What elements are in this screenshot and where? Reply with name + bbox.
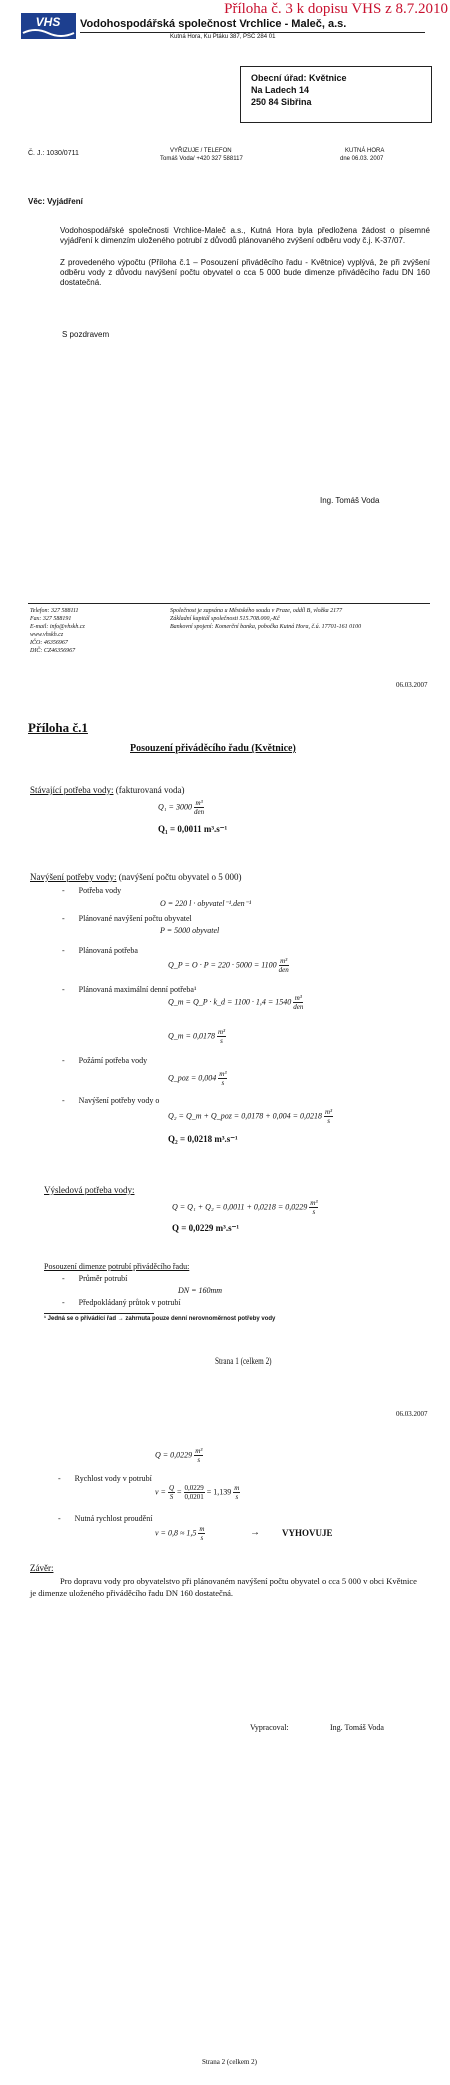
footer-legal-line: Bankovní spojení: Komerční banka, pobočka Kutná Hora, č.ú. 17701-161 0100 <box>170 624 362 630</box>
vn-unit-num: m <box>199 1525 205 1533</box>
b6-unit <box>324 1108 333 1125</box>
q1-eq-text: Q₁ = 3000 <box>158 802 192 812</box>
footer-legal-line: Společnost je zapsána u Městského soudu v Praze, oddíl B, vložka 2177 <box>170 608 343 614</box>
place: KUTNÁ HORA <box>345 148 385 154</box>
current-heading-label: Stávající potřeba vody: <box>30 785 114 795</box>
vn-unit-den: s <box>200 1534 204 1542</box>
q1-result: Q₁ = 0,0011 m³.s⁻¹ <box>158 824 228 834</box>
b4-equation <box>168 994 303 1011</box>
prepared-name: Ing. Tomáš Voda <box>330 1723 384 1732</box>
velocity-equation <box>155 1484 240 1501</box>
q2-result: Q₂ = 0,0218 m³.s⁻¹ <box>168 1134 238 1144</box>
bullet-pipe-diameter-label: Průměr potrubí <box>78 1274 128 1283</box>
b4-eq-text: Q_m = Q_P · k_d = 1100 · 1,4 = 1540 <box>168 997 292 1007</box>
recipient-line3: 250 84 Sibřina <box>251 97 312 107</box>
increase-heading-note: (navýšení počtu obyvatel o 5 000) <box>118 872 242 882</box>
page-number-1: Strana 1 (celkem 2) <box>215 1356 272 1366</box>
appendix-date: 06.03.2007 <box>396 681 428 689</box>
current-heading-note: (fakturovaná voda) <box>115 785 185 795</box>
letter-para2: Z provedeného výpočtu (Příloha č.1 – Posouzení přiváděcího řadu - Květnice) vyplývá, že při zvýšení odběru vody z důvodu navýšení počtu obyvatel o cca 5 000 bude dimenze přiváděcího řadu DN 160 dostatečná. <box>60 258 430 287</box>
bullet-demand-increase: - Navýšení potřeby vody o <box>62 1096 160 1105</box>
subject: Věc: Vyjádření <box>28 197 83 206</box>
b3-unit-num: m³ <box>280 957 288 965</box>
b6-eq-text: Q₂ = Q_m + Q_poz = 0,0178 + 0,004 = 0,0218 <box>168 1111 322 1121</box>
b4-unit-den: den <box>293 1003 304 1011</box>
v-eq-right: = 1,139 <box>206 1487 232 1497</box>
b4-unit <box>293 994 303 1011</box>
footer-contact-line: www.vhskh.cz <box>30 632 64 638</box>
result-unit-den: s <box>312 1208 316 1216</box>
bullet-pipe-flow: - Předpokládaný průtok v potrubí <box>62 1298 181 1307</box>
page2-date: 06.03.2007 <box>396 1410 428 1418</box>
q-unit-num: m³ <box>195 1447 203 1455</box>
bullet-water-demand-label: Potřeba vody <box>78 886 122 895</box>
b5-equation <box>168 1070 227 1087</box>
bullet-velocity: - Rychlost vody v potrubí <box>58 1474 152 1483</box>
result-unit <box>309 1199 318 1216</box>
bullet-max-demand: - Plánovaná maximální denní potřeba¹ <box>62 985 197 994</box>
b6-unit-num: m³ <box>325 1108 333 1116</box>
q1-unit-num: m³ <box>195 799 203 807</box>
footer-legal-line: Základní kapitál společnosti 515.708.000,-Kč <box>170 616 280 622</box>
v-unit <box>233 1484 240 1501</box>
bullet-velocity-label: Rychlost vody v potrubí <box>74 1474 152 1483</box>
v-frac2-num: 0,0229 <box>184 1484 204 1492</box>
b5-eq-text: Q_poz = 0,004 <box>168 1073 217 1083</box>
v-eq-mid: = <box>177 1487 182 1497</box>
footnote: ¹ Jedná se o přívádící řad → zahrnuta pouze denní nerovnoměrnost potřeby vody <box>44 1316 276 1322</box>
q-equation <box>155 1447 203 1464</box>
b3-eq-text: Q_P = O · P = 220 · 5000 = 1100 <box>168 960 277 970</box>
bullet-planned-increase: - Plánované navýšení počtu obyvatel <box>62 914 192 923</box>
b4-unit2-den: s <box>220 1037 223 1045</box>
b5-unit <box>218 1070 227 1087</box>
bullet-planned-demand-label: Plánovaná potřeba <box>78 946 138 955</box>
footer-contacts <box>30 607 85 655</box>
b6-unit-den: s <box>327 1117 330 1125</box>
pipe-b1-equation: DN = 160mm <box>178 1286 223 1295</box>
b4-eq2-text: Q_m = 0,0178 <box>168 1031 215 1041</box>
bullet-fire-demand: - Požární potřeba vody <box>62 1056 148 1065</box>
b3-equation <box>168 957 289 974</box>
b5-unit-num: m³ <box>219 1070 227 1078</box>
footer-contact-line: Telefon: 327 588111 <box>30 608 79 614</box>
verdict: VYHOVUJE <box>282 1528 333 1538</box>
v-frac1 <box>168 1484 175 1501</box>
bullet-demand-increase-label: Navýšení potřeby vody o <box>78 1096 160 1105</box>
v-frac1-num: Q <box>168 1484 175 1492</box>
increase-heading <box>30 872 241 882</box>
increase-heading-label: Navýšení potřeby vody: <box>30 872 117 882</box>
page-number-2: Strana 2 (celkem 2) <box>202 2058 258 2066</box>
bullet-fire-demand-label: Požární potřeba vody <box>78 1056 148 1065</box>
v-frac2 <box>184 1484 205 1501</box>
q1-unit-den: den <box>193 808 205 816</box>
company-name: Vodohospodářská společnost Vrchlice - Maleč, a.s. <box>80 18 347 30</box>
company-address: Kutná Hora, Ku Ptáku 387, PSČ 284 01 <box>170 34 276 40</box>
signature: Ing. Tomáš Voda <box>320 496 380 505</box>
recipient-box <box>240 66 432 123</box>
appendix-title: Příloha č.1 <box>28 720 88 735</box>
current-heading <box>30 785 184 795</box>
recipient-line1: Obecní úřad: Květnice <box>251 73 347 83</box>
q-unit <box>194 1447 203 1464</box>
greeting: S pozdravem <box>62 330 110 339</box>
b1-equation: O = 220 l · obyvatel⁻¹.den⁻¹ <box>160 899 252 908</box>
v-unit-num: m <box>234 1484 240 1492</box>
recipient-line2: Na Ladech 14 <box>251 85 310 95</box>
b6-equation <box>168 1108 333 1125</box>
footer-contact-line: E-mail: info@vhskh.cz <box>30 624 85 630</box>
bullet-max-demand-label: Plánovaná maximální denní potřeba¹ <box>78 985 197 994</box>
b4-unit-num: m³ <box>294 994 302 1002</box>
b5-unit-den: s <box>221 1079 225 1087</box>
q1-unit <box>194 799 204 816</box>
bullet-water-demand: - Potřeba vody <box>62 886 122 895</box>
appendix-subtitle: Posouzení přiváděcího řadu (Květnice) <box>130 743 296 754</box>
bullet-pipe-diameter: - Průměr potrubí <box>62 1274 128 1283</box>
conclusion-text: Pro dopravu vody pro obyvatelstvo při plánovaném navýšení počtu obyvatel o cca 5 000 v obci Květnice je dimenze uloženého přiváděcího řadu DN 160 dostatečná. <box>30 1576 417 1598</box>
v-unit-den: s <box>235 1493 239 1501</box>
bullet-planned-increase-label: Plánované navýšení počtu obyvatel <box>78 914 192 923</box>
footer-contact-line: IČO: 46356967 <box>30 640 68 646</box>
company-logo <box>21 13 76 39</box>
vn-eq-text: v = 0,8 ≈ 1,5 <box>155 1528 197 1538</box>
b4-equation2 <box>168 1028 226 1045</box>
b3-unit <box>279 957 289 974</box>
result-unit-num: m³ <box>310 1199 318 1207</box>
b3-unit-den: den <box>278 966 289 974</box>
pipe-heading: Posouzení dimenze potrubí přiváděcího řadu: <box>44 1262 190 1271</box>
footer-contact-line: DIČ: CZ46356967 <box>30 648 76 654</box>
reference-number: Č. J.: 1030/0711 <box>28 150 79 157</box>
handler-value: Tomáš Voda/ +420 327 588117 <box>160 156 243 162</box>
vhs-logo-icon <box>21 13 76 39</box>
handler-label: VYŘIZUJE / TELEFON <box>170 148 232 154</box>
bullet-planned-demand: - Plánovaná potřeba <box>62 946 138 955</box>
vn-unit <box>198 1525 205 1542</box>
footer-legal <box>170 607 430 631</box>
result-eq-text: Q = Q₁ + Q₂ = 0,0011 + 0,0218 = 0,0229 <box>172 1202 308 1212</box>
arrow-icon: → <box>250 1527 260 1538</box>
b2-equation: P = 5000 obyvatel <box>160 926 220 935</box>
v-eq-left: v = <box>155 1487 166 1497</box>
v-frac1-den: S <box>169 1493 174 1501</box>
conclusion-heading: Závěr: <box>30 1563 54 1573</box>
svg-text:VHS: VHS <box>35 15 61 29</box>
letter-date: dne 06.03. 2007 <box>340 156 384 162</box>
result-heading: Výsledová potřeba vody: <box>44 1185 135 1195</box>
q-unit-den: s <box>197 1456 201 1464</box>
footer-contact-line: Fax: 327 588191 <box>30 616 72 622</box>
result-equation <box>172 1199 318 1216</box>
attachment-stamp: Příloha č. 3 k dopisu VHS z 8.7.2010 <box>224 1 448 17</box>
q1-equation <box>158 799 204 816</box>
required-velocity-equation <box>155 1525 205 1542</box>
v-frac2-den: 0,0201 <box>184 1493 204 1501</box>
bullet-required-velocity-label: Nutná rychlost proudění <box>74 1514 153 1523</box>
q-eq-text: Q = 0,0229 <box>155 1450 193 1460</box>
result-bold: Q = 0,0229 m³.s⁻¹ <box>172 1223 240 1233</box>
b4-unit2-num: m³ <box>217 1028 226 1036</box>
prepared-label: Vypracoval: <box>250 1723 289 1732</box>
bullet-pipe-flow-label: Předpokládaný průtok v potrubí <box>78 1298 181 1307</box>
letter-para1: Vodohospodářské společnosti Vrchlice-Maleč a.s., Kutná Hora byla předložena žádost o písemné vyjádření k dimenzím uloženého potrubí z důvodů plánovaného zvýšení odběru vody č.j. K-37/07. <box>60 226 430 245</box>
bullet-required-velocity: - Nutná rychlost proudění <box>58 1514 153 1523</box>
b4-unit2 <box>217 1028 226 1045</box>
